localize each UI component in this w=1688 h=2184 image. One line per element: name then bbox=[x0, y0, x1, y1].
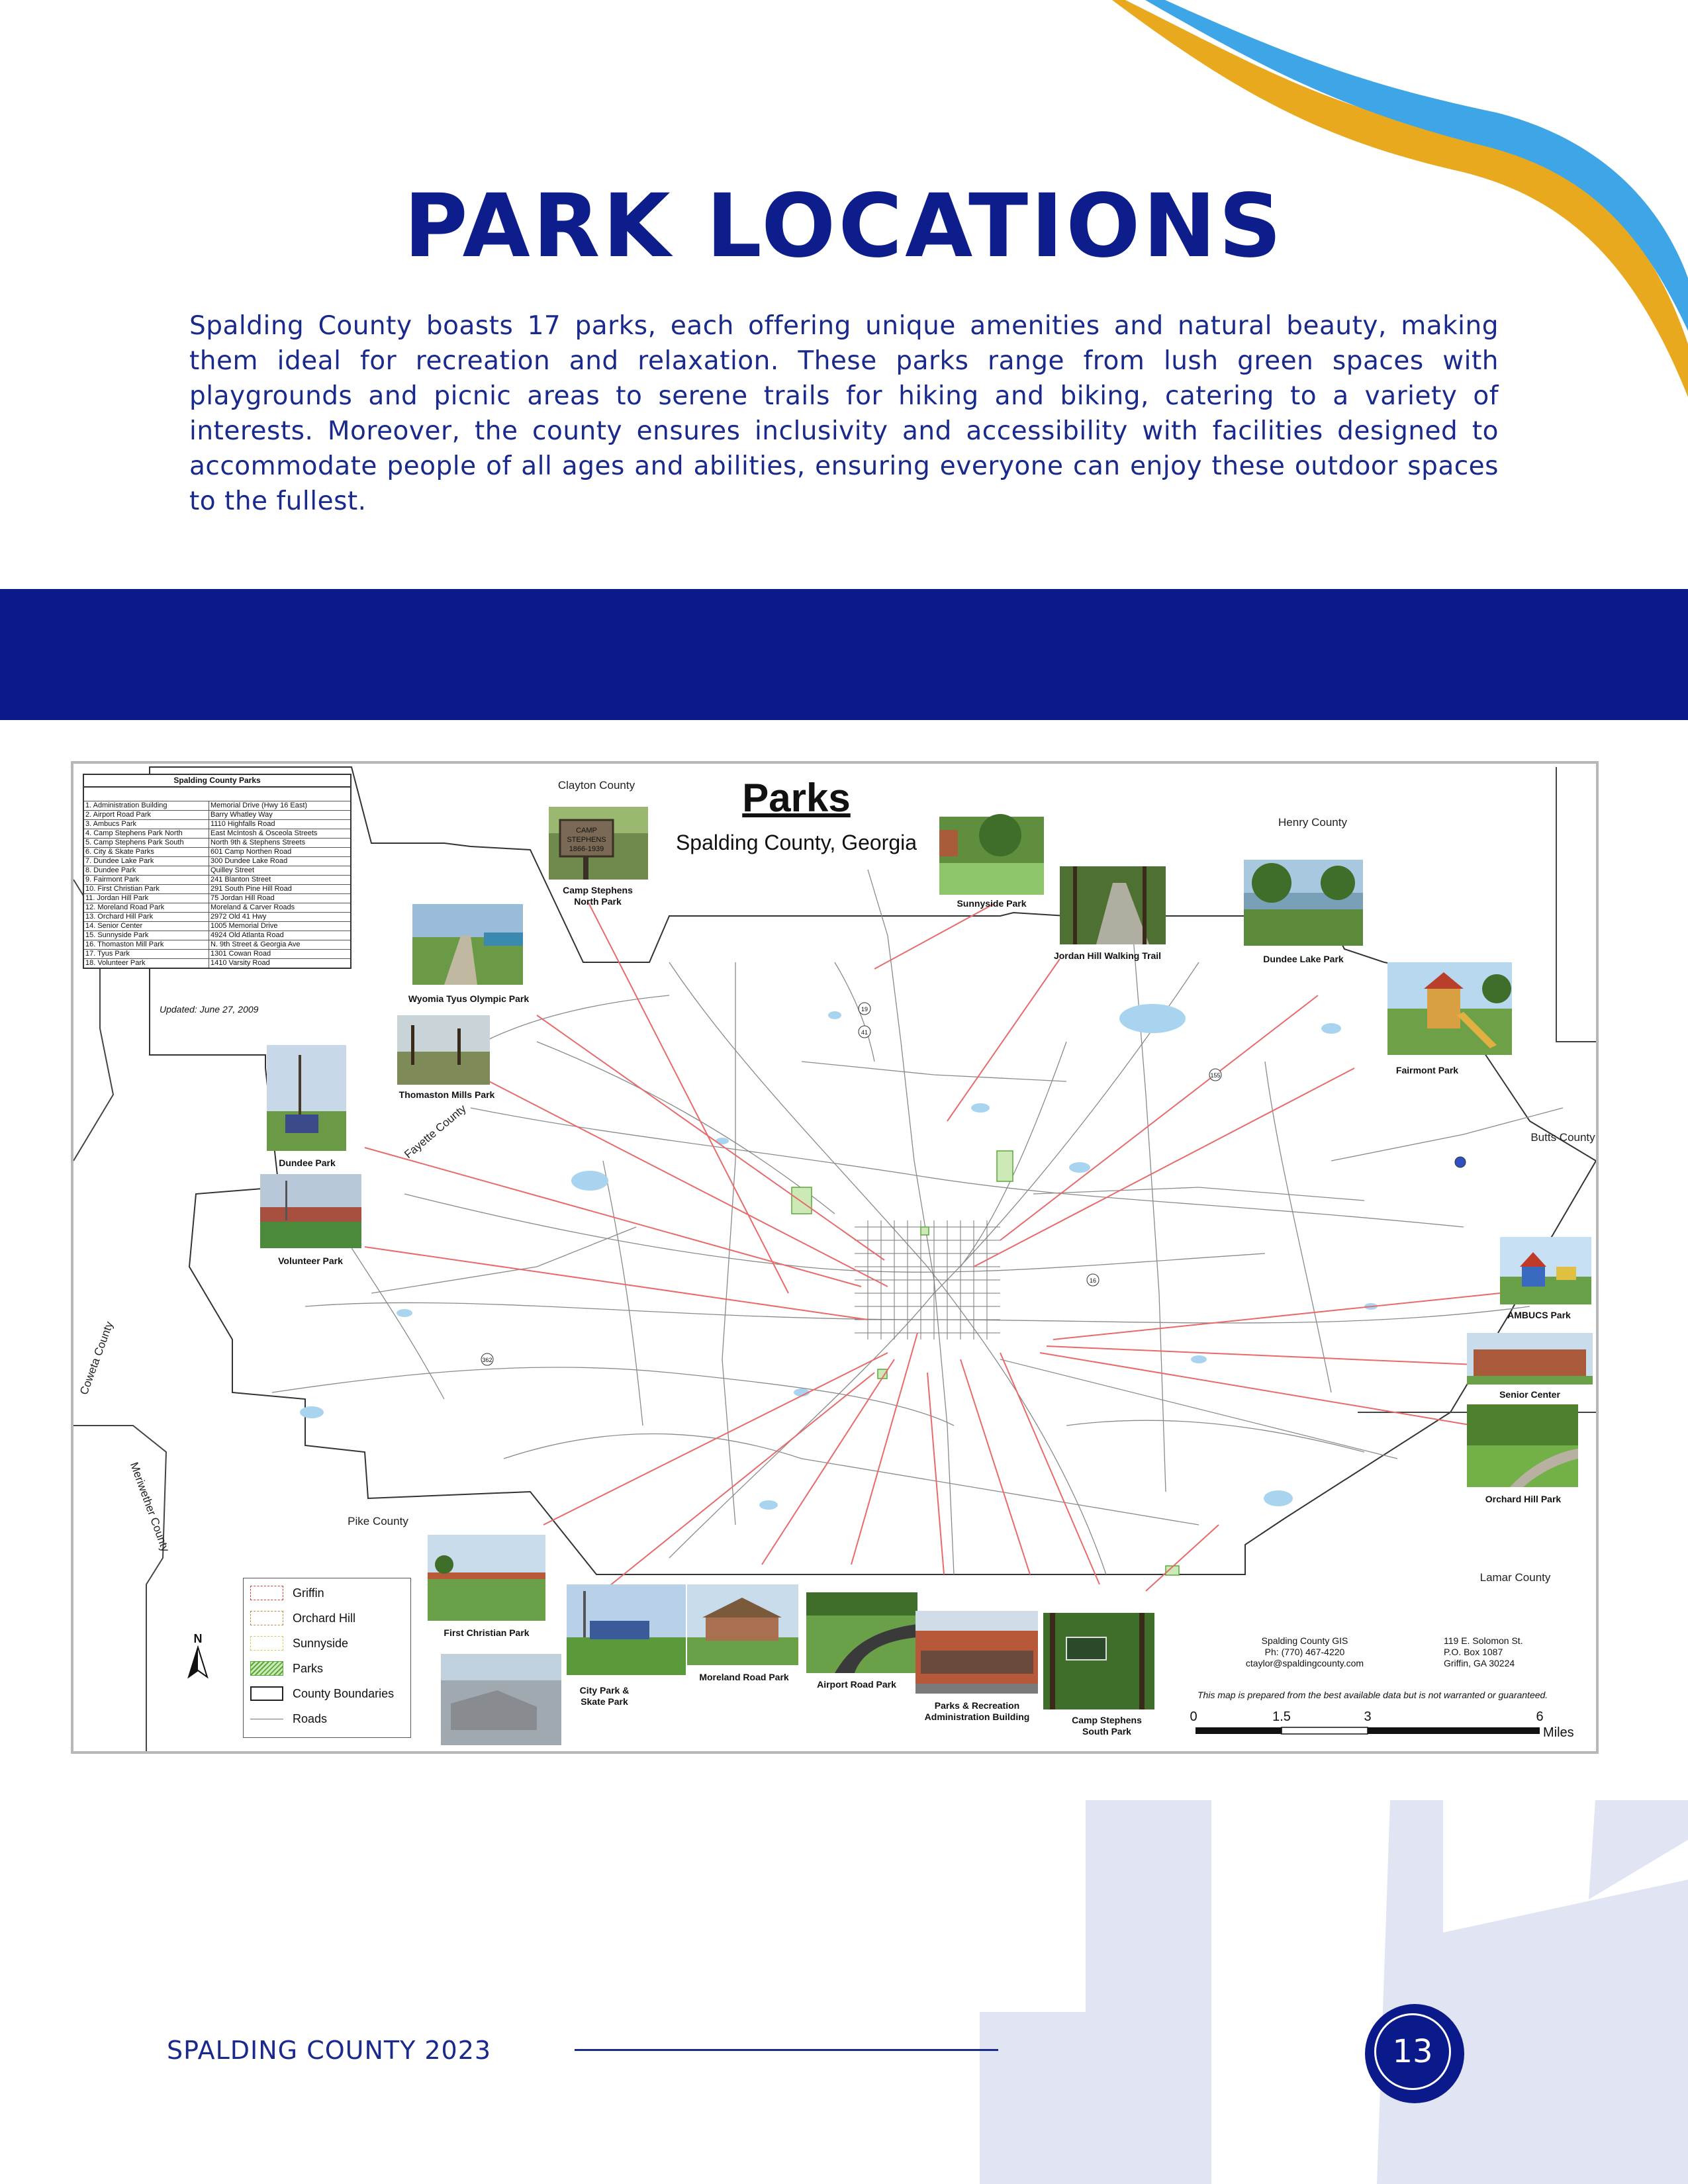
park-name-cell: 10. First Christian Park bbox=[84, 885, 209, 894]
svg-text:Thomaston Mills Park: Thomaston Mills Park bbox=[399, 1089, 495, 1100]
page-number-badge bbox=[1365, 2004, 1464, 2103]
county-meriwether: Meriwether County bbox=[127, 1460, 172, 1554]
park-name-cell: 7. Dundee Lake Park bbox=[84, 857, 209, 866]
table-row bbox=[84, 913, 350, 922]
county-fayette: Fayette County bbox=[402, 1102, 469, 1161]
table-row bbox=[84, 820, 350, 829]
svg-text:0: 0 bbox=[1190, 1709, 1197, 1724]
parks-table-title: Spalding County Parks bbox=[84, 775, 350, 788]
table-row bbox=[84, 801, 350, 811]
table-row bbox=[84, 931, 350, 940]
svg-text:STEPHENS: STEPHENS bbox=[567, 836, 606, 844]
park-address-cell: 1005 Memorial Drive bbox=[209, 922, 351, 931]
park-name-cell: 2. Airport Road Park bbox=[84, 811, 209, 820]
county-boundary bbox=[150, 767, 1596, 1574]
svg-text:ctaylor@spaldingcounty.com: ctaylor@spaldingcounty.com bbox=[1245, 1658, 1364, 1668]
park-name-cell: 16. Thomaston Mill Park bbox=[84, 940, 209, 950]
park-name-cell: 8. Dundee Park bbox=[84, 866, 209, 876]
park-name-cell: 9. Fairmont Park bbox=[84, 876, 209, 885]
first-christian-photo bbox=[428, 1535, 545, 1621]
svg-text:CAMP: CAMP bbox=[576, 827, 597, 835]
thomaston-photo bbox=[397, 1015, 490, 1085]
table-row bbox=[84, 829, 350, 839]
county-lamar: Lamar County bbox=[1479, 1571, 1551, 1584]
table-row bbox=[84, 811, 350, 820]
city-park-photo bbox=[567, 1584, 686, 1675]
svg-text:Moreland Road Park: Moreland Road Park bbox=[699, 1672, 789, 1682]
svg-text:16: 16 bbox=[1089, 1277, 1097, 1284]
park-address-cell: 601 Camp Northen Road bbox=[209, 848, 351, 857]
parks-table bbox=[83, 774, 352, 969]
svg-text:362: 362 bbox=[482, 1357, 492, 1363]
footer-title: SPALDING COUNTY 2023 bbox=[167, 2036, 492, 2065]
park-name-cell: 13. Orchard Hill Park bbox=[84, 913, 209, 922]
park-name-cell: 14. Senior Center bbox=[84, 922, 209, 931]
svg-text:Ph: (770) 467-4220: Ph: (770) 467-4220 bbox=[1264, 1647, 1345, 1657]
svg-text:Griffin, GA 30224: Griffin, GA 30224 bbox=[1444, 1658, 1515, 1668]
svg-text:N: N bbox=[193, 1632, 203, 1645]
table-row bbox=[84, 857, 350, 866]
svg-text:Parks & Recreation: Parks & Recreation bbox=[934, 1700, 1020, 1711]
dundee-park-photo bbox=[267, 1045, 346, 1151]
svg-text:1.5: 1.5 bbox=[1272, 1709, 1291, 1724]
park-address-cell: 2972 Old 41 Hwy bbox=[209, 913, 351, 922]
svg-text:Dundee Park: Dundee Park bbox=[279, 1158, 336, 1168]
svg-text:North Park: North Park bbox=[574, 896, 622, 907]
svg-text:Senior Center: Senior Center bbox=[1499, 1389, 1560, 1400]
map-title: Parks bbox=[742, 776, 851, 820]
skate-park-photo bbox=[441, 1654, 561, 1745]
svg-text:City Park &: City Park & bbox=[579, 1685, 630, 1696]
park-address-cell: 241 Blanton Street bbox=[209, 876, 351, 885]
park-name-cell: 3. Ambucs Park bbox=[84, 820, 209, 829]
parks-table-body bbox=[84, 801, 350, 968]
park-name-cell: 12. Moreland Road Park bbox=[84, 903, 209, 913]
county-henry: Henry County bbox=[1278, 816, 1347, 829]
navy-banner bbox=[0, 589, 1688, 720]
updated-date: Updated: June 27, 2009 bbox=[160, 1004, 259, 1015]
svg-text:First Christian Park: First Christian Park bbox=[444, 1627, 530, 1638]
camp-stephens-south-photo bbox=[1043, 1613, 1154, 1709]
svg-text:19: 19 bbox=[861, 1006, 868, 1013]
park-name-cell: 1. Administration Building bbox=[84, 801, 209, 811]
sunnyside-photo bbox=[939, 814, 1044, 895]
intro-paragraph: Spalding County boasts 17 parks, each offering unique amenities and natural beauty, making them ideal for recreation and relaxation. These parks range from lush green spaces with playgrounds and picnic areas to serene trails for hiking and biking, catering to a variety of interests. Moreover, the county ensures inclusivity and accessibility with facilities designed to accommodate people of all ages and abilities, ensuring everyone can enjoy these outdoor spaces to the fullest. bbox=[189, 311, 1499, 516]
table-row bbox=[84, 959, 350, 968]
table-row bbox=[84, 866, 350, 876]
county-clayton: Clayton County bbox=[557, 779, 635, 792]
svg-text:Volunteer Park: Volunteer Park bbox=[278, 1255, 343, 1266]
park-photos bbox=[260, 807, 1593, 1745]
park-name-cell: 6. City & Skate Parks bbox=[84, 848, 209, 857]
contact-info bbox=[1197, 1635, 1548, 1700]
park-address-cell: 300 Dundee Lake Road bbox=[209, 857, 351, 866]
ambucs-photo bbox=[1500, 1237, 1591, 1304]
map-subtitle: Spalding County, Georgia bbox=[675, 831, 917, 854]
svg-text:41: 41 bbox=[861, 1029, 868, 1036]
table-row bbox=[84, 894, 350, 903]
svg-text:Administration Building: Administration Building bbox=[924, 1711, 1030, 1722]
svg-text:Orchard Hill Park: Orchard Hill Park bbox=[1485, 1494, 1562, 1504]
table-row bbox=[84, 903, 350, 913]
county-coweta: Coweta County bbox=[77, 1320, 116, 1396]
henry-butts-boundary bbox=[1556, 767, 1596, 1042]
park-address-cell: 1410 Varsity Road bbox=[209, 959, 351, 968]
park-address-cell: North 9th & Stephens Streets bbox=[209, 839, 351, 848]
svg-text:P.O. Box 1087: P.O. Box 1087 bbox=[1444, 1647, 1503, 1657]
svg-text:Sunnyside Park: Sunnyside Park bbox=[957, 898, 1027, 909]
page-number: 13 bbox=[1374, 2013, 1451, 2090]
park-name-cell: 18. Volunteer Park bbox=[84, 959, 209, 968]
footer-rule bbox=[575, 2049, 998, 2051]
park-name-cell: 15. Sunnyside Park bbox=[84, 931, 209, 940]
senior-center-photo bbox=[1467, 1333, 1593, 1385]
camp-stephens-north-photo bbox=[549, 807, 648, 880]
legend-item-parks: Parks bbox=[250, 1661, 323, 1676]
svg-text:3: 3 bbox=[1364, 1709, 1372, 1724]
svg-text:Spalding County GIS: Spalding County GIS bbox=[1261, 1635, 1348, 1646]
table-row bbox=[84, 940, 350, 950]
park-address-cell: Moreland & Carver Roads bbox=[209, 903, 351, 913]
svg-text:Skate Park: Skate Park bbox=[581, 1696, 628, 1707]
park-name-cell: 17. Tyus Park bbox=[84, 950, 209, 959]
legend-item-orchard-hill: Orchard Hill bbox=[250, 1610, 355, 1626]
north-arrow-icon bbox=[189, 1632, 207, 1677]
table-row bbox=[84, 922, 350, 931]
park-name-cell: 5. Camp Stephens Park South bbox=[84, 839, 209, 848]
svg-text:155: 155 bbox=[1210, 1072, 1221, 1079]
svg-text:AMBUCS Park: AMBUCS Park bbox=[1507, 1310, 1571, 1320]
park-address-cell: 1110 Highfalls Road bbox=[209, 820, 351, 829]
map-disclaimer: This map is prepared from the best available data but is not warranted or guaranteed. bbox=[1197, 1690, 1548, 1700]
meriwether-boundary bbox=[73, 1426, 166, 1751]
legend-item-roads: Roads bbox=[250, 1711, 327, 1727]
svg-text:South Park: South Park bbox=[1082, 1726, 1131, 1737]
jordan-hill-photo bbox=[1060, 866, 1166, 944]
legend-item-county-boundaries: County Boundaries bbox=[250, 1686, 394, 1702]
svg-text:1866-1939: 1866-1939 bbox=[569, 845, 604, 853]
svg-text:Fairmont Park: Fairmont Park bbox=[1395, 1065, 1459, 1075]
table-row bbox=[84, 885, 350, 894]
parks-map bbox=[71, 761, 1599, 1754]
svg-text:Jordan Hill Walking Trail: Jordan Hill Walking Trail bbox=[1053, 950, 1162, 961]
legend-item-sunnyside: Sunnyside bbox=[250, 1635, 348, 1651]
county-butts: Butts County bbox=[1530, 1131, 1595, 1144]
svg-text:6: 6 bbox=[1536, 1709, 1544, 1724]
moreland-photo bbox=[687, 1584, 798, 1665]
map-legend bbox=[243, 1578, 411, 1738]
table-row bbox=[84, 876, 350, 885]
park-address-cell: 4924 Old Atlanta Road bbox=[209, 931, 351, 940]
scale-bar bbox=[1190, 1709, 1573, 1740]
park-address-cell: 75 Jordan Hill Road bbox=[209, 894, 351, 903]
dundee-lake-photo bbox=[1244, 860, 1363, 946]
svg-text:Dundee Lake Park: Dundee Lake Park bbox=[1263, 954, 1344, 964]
park-address-cell: Barry Whatley Way bbox=[209, 811, 351, 820]
park-address-cell: 291 South Pine Hill Road bbox=[209, 885, 351, 894]
park-address-cell: N. 9th Street & Georgia Ave bbox=[209, 940, 351, 950]
decorative-building-shapes bbox=[980, 1800, 1688, 2184]
table-row bbox=[84, 950, 350, 959]
volunteer-park-photo bbox=[260, 1174, 361, 1248]
svg-text:Miles: Miles bbox=[1543, 1725, 1574, 1740]
park-address-cell: Quilley Street bbox=[209, 866, 351, 876]
page-title: PARK LOCATIONS bbox=[404, 175, 1284, 277]
park-address-cell: Memorial Drive (Hwy 16 East) bbox=[209, 801, 351, 811]
admin-building-photo bbox=[915, 1611, 1038, 1694]
svg-text:Camp Stephens: Camp Stephens bbox=[1072, 1715, 1142, 1725]
svg-text:Airport Road Park: Airport Road Park bbox=[817, 1679, 896, 1690]
table-row bbox=[84, 839, 350, 848]
table-row bbox=[84, 848, 350, 857]
airport-road-photo bbox=[806, 1592, 917, 1673]
park-address-cell: 1301 Cowan Road bbox=[209, 950, 351, 959]
wyomia-photo bbox=[412, 904, 523, 985]
county-pike: Pike County bbox=[348, 1515, 408, 1527]
fairmont-photo bbox=[1387, 962, 1512, 1055]
park-address-cell: East McIntosh & Osceola Streets bbox=[209, 829, 351, 839]
svg-text:119 E. Solomon St.: 119 E. Solomon St. bbox=[1444, 1635, 1523, 1646]
orchard-hill-photo bbox=[1467, 1404, 1578, 1487]
legend-item-griffin: Griffin bbox=[250, 1585, 324, 1601]
park-name-cell: 4. Camp Stephens Park North bbox=[84, 829, 209, 839]
svg-text:Camp Stephens: Camp Stephens bbox=[563, 885, 633, 895]
park-name-cell: 11. Jordan Hill Park bbox=[84, 894, 209, 903]
pointer-lines bbox=[365, 903, 1507, 1591]
svg-text:Wyomia Tyus Olympic Park: Wyomia Tyus Olympic Park bbox=[408, 993, 530, 1004]
